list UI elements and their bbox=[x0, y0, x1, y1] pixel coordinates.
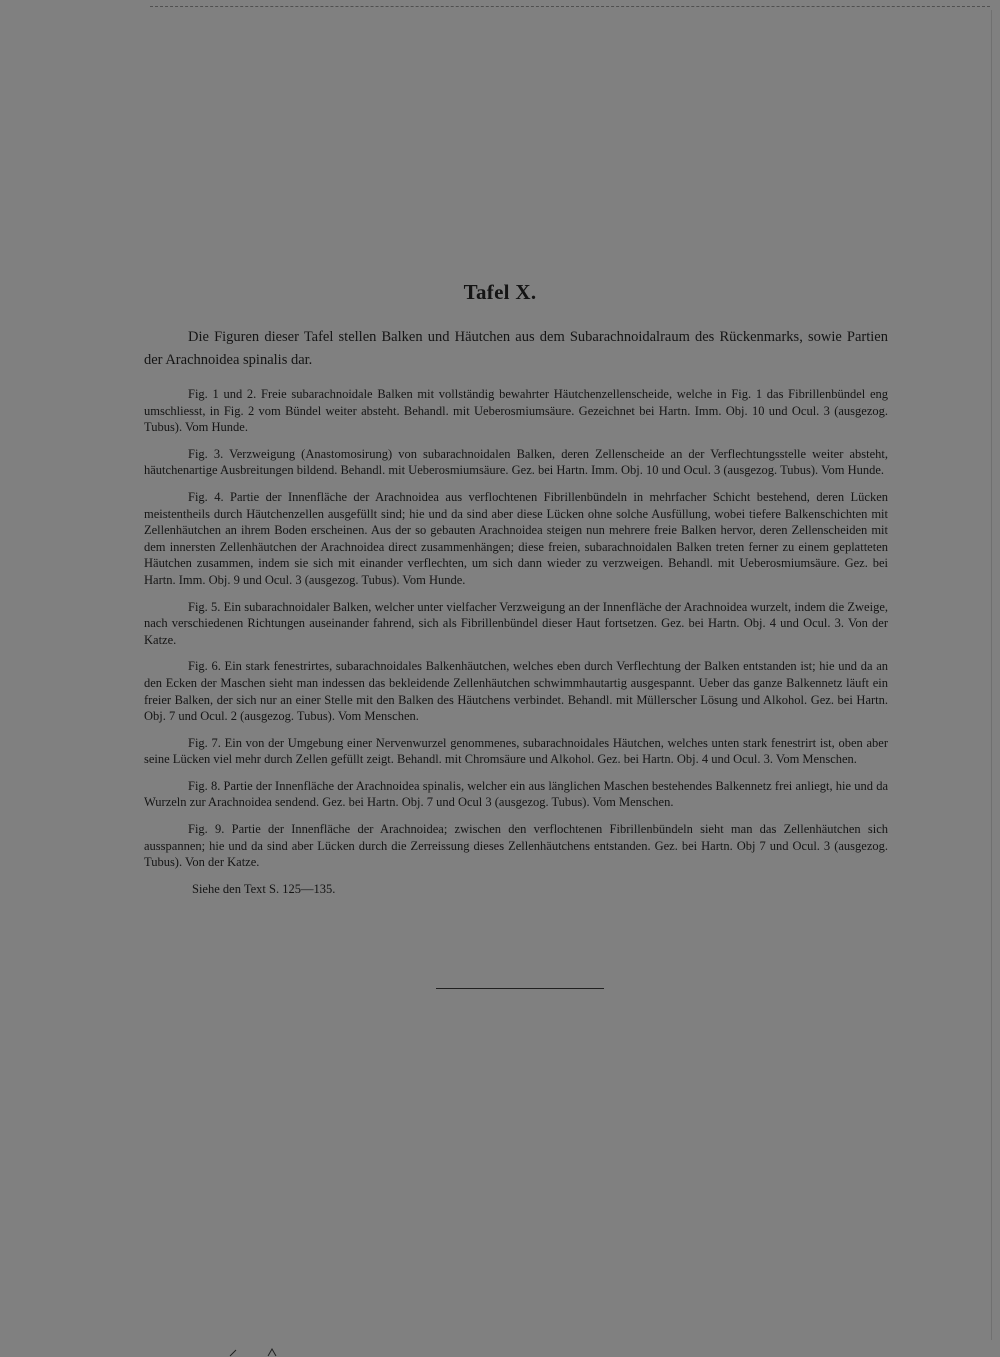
figure-caption-9: Fig. 9. Partie der Innenfläche der Arachnoidea; zwischen den verflochtenen Fibrillenbündeln sieht man das Zellenhäutchen sich ausspannen; hie und da sind aber Lücken durch die Zerreissung dieses Zellenhäutchens entstanden. Gez. bei Hartn. Obj 7 und Ocul. 3 (ausgezog. Tubus). Von der Katze. bbox=[144, 822, 888, 870]
plate-description bbox=[144, 326, 888, 897]
figure-caption-3: Fig. 3. Verzweigung (Anastomosirung) von subarachnoidalen Balken, deren Zellenscheide an der Verflechtungsstelle weiter absteht, häutchenartige Ausbreitungen bildend. Behandl. mit Ueberosmiumsäure. Gez. bei Hartn. Imm. Obj. 10 und Ocul. 3 (ausgezog. Tubus). Vom Hunde. bbox=[144, 446, 888, 478]
scan-artifact-marks bbox=[228, 1348, 308, 1357]
closing-rule bbox=[436, 988, 604, 989]
scan-top-edge-line bbox=[150, 6, 990, 7]
text-reference: Siehe den Text S. 125—135. bbox=[192, 881, 336, 896]
scan-right-edge-line bbox=[991, 10, 992, 1340]
figure-caption-7: Fig. 7. Ein von der Umgebung einer Nervenwurzel genommenes, subarachnoidales Häutchen, welches unten stark fenestrirt ist, oben aber seine Lücken viel mehr durch Zellen gefüllt zeigt. Behandl. mit Chromsäure und Alkohol. Gez. bei Hartn. Obj. 4 und Ocul. 3. Vom Menschen. bbox=[144, 735, 888, 767]
figure-caption-4: Fig. 4. Partie der Innenfläche der Arachnoidea aus verflochtenen Fibrillenbündeln in mehrfacher Schicht bestehend, deren Lücken meistentheils durch Häutchenzellen ausgefüllt sind; hie und da sind aber diese Lücken ohne solche Ausfüllung, wobei tiefere Balkenschichten mit Zellenhäutchen an ihrem Boden erscheinen. Aus der so gebauten Arachnoidea steigen nun mehrere freie Balken hervor, deren Zellenscheiden mit dem innersten Zellenhäutchen der Arachnoidea direct zusammenhängen; diese freien, subarachnoidalen Balken treten ferner zu einem geplatteten Häutchen zusammen, indem sie sich mit einander verflechten, um sich dann wieder zu verzweigen. Behandl. mit Ueberosmiumsäure. Gez. bei Hartn. Imm. Obj. 9 und Ocul. 3 (ausgezog. Tubus). Vom Hunde. bbox=[144, 489, 888, 587]
intro-paragraph: Die Figuren dieser Tafel stellen Balken und Häutchen aus dem Subarachnoidalraum des Rückenmarks, sowie Partien der Arachnoidea spinalis dar. bbox=[144, 329, 888, 368]
figure-caption-6: Fig. 6. Ein stark fenestrirtes, subarachnoidales Balkenhäutchen, welches eben durch Verflechtung der Balken entstanden ist; hie und da an den Ecken der Maschen sieht man indessen das bekleidende Zellenhäutchen schwimmhautartig ausgespannt. Ueber das ganze Balkennetz läuft ein freier Balken, der sich nur an einer Stelle mit den Balken des Häutchens verbindet. Behandl. mit Müllerscher Lösung und Alkohol. Gez. bei Hartn. Obj. 7 und Ocul. 2 (ausgezog. Tubus). Vom Menschen. bbox=[144, 659, 888, 724]
figure-caption-8: Fig. 8. Partie der Innenfläche der Arachnoidea spinalis, welcher ein aus länglichen Maschen bestehendes Balkennetz frei anliegt, hie und da Wurzeln zur Arachnoidea sendend. Gez. bei Hartn. Obj. 7 und Ocul 3 (ausgezog. Tubus). Vom Menschen. bbox=[144, 778, 888, 810]
figure-caption-5: Fig. 5. Ein subarachnoidaler Balken, welcher unter vielfacher Verzweigung an der Innenfläche der Arachnoidea wurzelt, indem die Zweige, nach verschiedenen Richtungen auseinander fahrend, sich als Fibrillenbündel dieser Haut fortsetzen. Gez. bei Hartn. Obj. 4 und Ocul. 3. Von der Katze. bbox=[144, 599, 888, 647]
figure-caption-1-2: Fig. 1 und 2. Freie subarachnoidale Balken mit vollständig bewahrter Häutchenzellenscheide, welche in Fig. 1 das Fibrillenbündel eng umschliesst, in Fig. 2 vom Bündel weiter absteht. Behandl. mit Ueberosmiumsäure. Gezeichnet bei Hartn. Imm. Obj. 10 und Ocul. 3 (ausgezog. Tubus). Vom Hunde. bbox=[144, 387, 888, 435]
plate-title: Tafel X. bbox=[463, 280, 537, 304]
